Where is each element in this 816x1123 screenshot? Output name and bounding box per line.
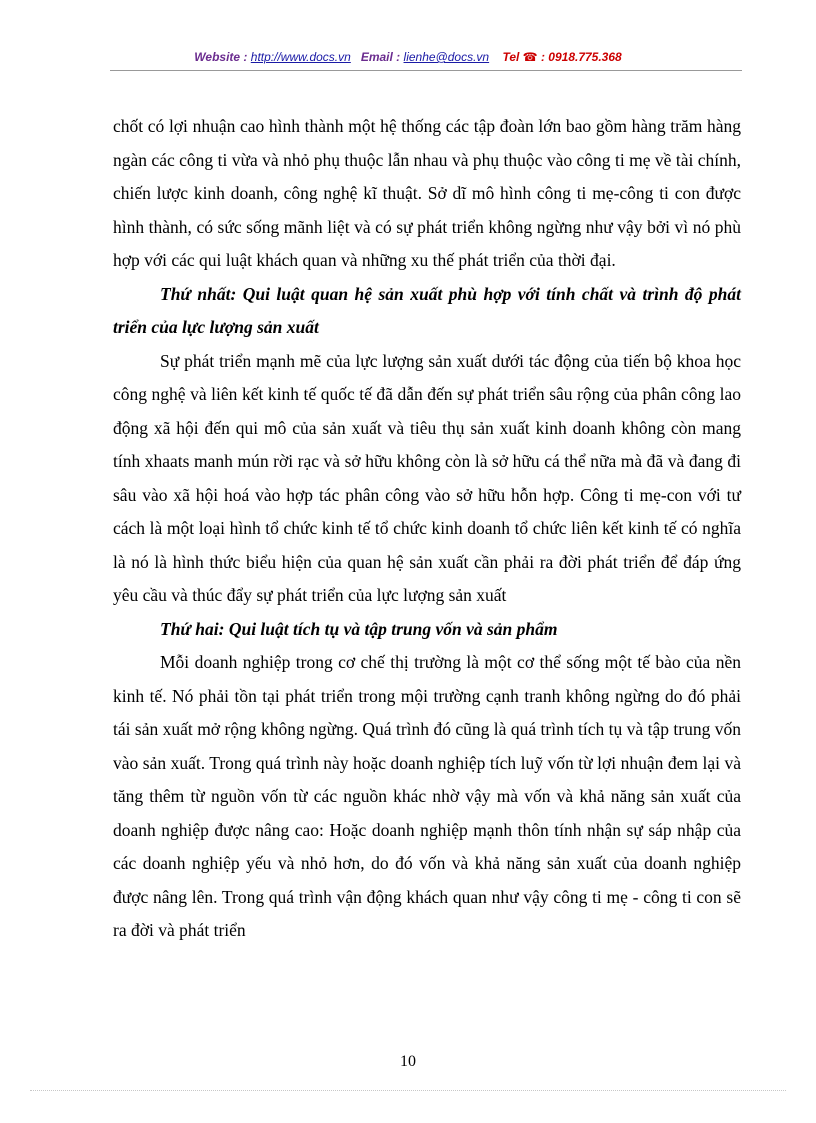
email-link[interactable]: lienhe@docs.vn — [403, 50, 490, 64]
body-paragraph: Mỗi doanh nghiệp trong cơ chế thị trường là một cơ thể sống một tế bào của nền kinh tế. Nó phải tồn tại phát triển trong mội trường cạnh tranh không ngừng do đó phải tái sản xuất mở rộng không ngừng. Quá trình đó cũng là quá trình tích tụ và tập trung vốn vào sản xuất. Trong quá trình này hoặc doanh nghiệp tích luỹ vốn từ lợi nhuận đem lại và tăng thêm từ nguồn vốn từ các nguồn khác nhờ vậy mà vốn và khả năng sản xuất của doanh nghiệp được nâng cao: Hoặc doanh nghiệp mạnh thôn tính nhận sự sáp nhập của các doanh nghiệp yếu và nhỏ hơn, do đó vốn và khả năng sản xuất của doanh nghiệp được nâng lên. Trong quá trình vận động khách quan như vậy công ti mẹ - công ti con sẽ ra đời và phát triển — [113, 652, 741, 940]
page-header — [0, 50, 816, 64]
section-heading: Thứ nhất: Qui luật quan hệ sản xuất phù hợp với tính chất và trình độ phát triển của lực lượng sản xuất — [113, 283, 741, 337]
body-paragraph: Sự phát triển mạnh mẽ của lực lượng sản xuất dưới tác động của tiến bộ khoa học công nghệ và liên kết kinh tế quốc tế đã dẫn đến sự phát triển sâu rộng của phân công lao động xã hội đến qui mô của sản xuất và tiêu thụ sản xuất kinh doanh không còn mang tính xhaats manh mún rời rạc và sở hữu không còn là sở hữu cá thể nữa mà đã và đang đi sâu vào xã hội hoá vào hợp tác phân công vào sở hữu hỗn hợp. Công ti mẹ-con với tư cách là một loại hình tổ chức kinh tế tổ chức kinh doanh tổ chức liên kết kinh tế có nghĩa là nó là hình thức biểu hiện của quan hệ sản xuất cần phải ra đời phát triển để đáp ứng yêu cầu và thúc đẩy sự phát triển của lực lượng sản xuất — [113, 350, 741, 605]
body-paragraph: chốt có lợi nhuận cao hình thành một hệ thống các tập đoàn lớn bao gồm hàng trăm hàng ngàn các công ti vừa và nhỏ phụ thuộc lẫn nhau và phụ thuộc vào công ti mẹ về tài chính, chiến lược kinh doanh, công nghệ kĩ thuật. Sở dĩ mô hình công ti mẹ-công ti con được hình thành, có sức sống mãnh liệt và có sự phát triển không ngừng như vậy bởi vì nó phù hợp với các qui luật khách quan và những xu thế phát triển của thời đại. — [113, 116, 741, 270]
website-label: Website : — [194, 50, 248, 64]
section-heading: Thứ hai: Qui luật tích tụ và tập trung vốn và sản phẩm — [160, 618, 558, 639]
document-body — [113, 110, 741, 948]
header-divider — [110, 70, 742, 71]
page-bottom-divider — [30, 1090, 786, 1091]
page-number: 10 — [400, 1053, 416, 1070]
website-link[interactable]: http://www.docs.vn — [250, 50, 351, 64]
email-label: Email : — [360, 50, 401, 64]
phone-info: Tel ☎ : 0918.775.368 — [502, 50, 622, 64]
